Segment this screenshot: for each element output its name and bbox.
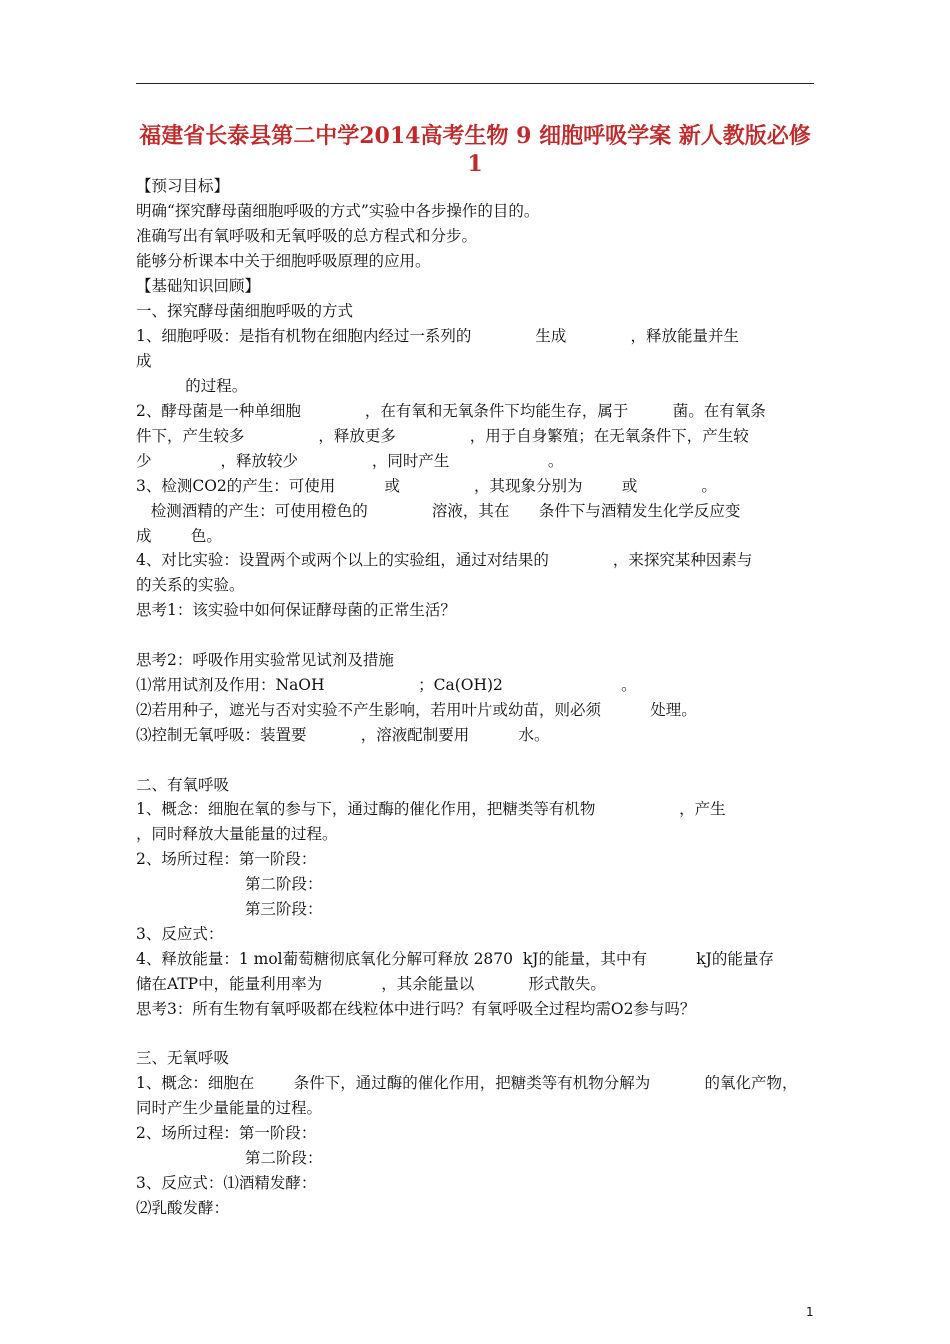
text-line: 明确“探究酵母菌细胞呼吸的方式”实验中各步操作的目的。 bbox=[136, 202, 540, 220]
text-line: 2、场所过程：第一阶段： bbox=[136, 1124, 317, 1142]
text-line: 同时产生少量能量的过程。 bbox=[136, 1099, 323, 1117]
text-line: 4、对比实验：设置两个或两个以上的实验组，通过对结果的 ，来探究某种因素与 bbox=[136, 551, 753, 569]
header-rule bbox=[136, 83, 814, 84]
text-line: 2、场所过程：第一阶段： bbox=[136, 850, 317, 868]
text-line: 少 ，释放较少 ，同时产生 。 bbox=[136, 452, 564, 470]
text-line: 第三阶段： bbox=[245, 900, 323, 918]
text-line: 件下，产生较多 ，释放更多 ，用于自身繁殖；在无氧条件下，产生较 bbox=[136, 427, 749, 445]
text-line: 4、释放能量：1 mol葡萄糖彻底氧化分解可释放 2870 kJ的能量，其中有 kJ的能量存 bbox=[136, 950, 774, 968]
text-line: 3、反应式：⑴酒精发酵： bbox=[136, 1174, 317, 1192]
text-line: ，同时释放大量能量的过程。 bbox=[136, 825, 338, 843]
document-title: 福建省长泰县第二中学2014高考生物 9 细胞呼吸学案 新人教版必修1 bbox=[139, 123, 811, 177]
text-line: 第二阶段： bbox=[245, 875, 323, 893]
text-line: 二、有氧呼吸 bbox=[136, 776, 230, 794]
text-line: 检测酒精的产生：可使用橙色的 溶液，其在 条件下与酒精发生化学反应变 bbox=[136, 502, 741, 520]
text-line: 思考1：该实验中如何保证酵母菌的正常生活？ bbox=[136, 601, 456, 619]
page-number: 1 bbox=[806, 1305, 814, 1319]
text-line: ⑵乳酸发酵： bbox=[136, 1199, 230, 1217]
text-line: 的关系的实验。 bbox=[136, 576, 245, 594]
text-line: 准确写出有氧呼吸和无氧呼吸的总方程式和分步。 bbox=[136, 227, 478, 245]
text-line: 3、检测CO2的产生：可使用 或 ，其现象分别为 或 。 bbox=[136, 477, 717, 495]
text-line: 1、概念：细胞在氧的参与下，通过酶的催化作用，把糖类等有机物 ，产生 bbox=[136, 800, 726, 818]
text-line: 思考2：呼吸作用实验常见试剂及措施 bbox=[136, 651, 394, 669]
text-line: 【基础知识回顾】 bbox=[136, 277, 261, 295]
text-line: 一、探究酵母菌细胞呼吸的方式 bbox=[136, 302, 354, 320]
text-line: 的过程。 bbox=[136, 377, 248, 395]
text-line: 1、概念：细胞在 条件下，通过酶的催化作用，把糖类等有机物分解为 的氧化产物， bbox=[136, 1074, 798, 1092]
text-line: 成 bbox=[136, 352, 152, 370]
text-line: 储在ATP中，能量利用率为 ，其余能量以 形式散失。 bbox=[136, 975, 606, 993]
text-line: ⑴常用试剂及作用：NaOH ；Ca(OH)2 。 bbox=[136, 676, 637, 694]
text-line: 1、细胞呼吸：是指有机物在细胞内经过一系列的 生成 ，释放能量并生 bbox=[136, 327, 739, 345]
text-line: ⑶控制无氧呼吸：装置要 ，溶液配制要用 水。 bbox=[136, 726, 550, 744]
text-line: 第二阶段： bbox=[245, 1149, 323, 1167]
text-line: 能够分析课本中关于细胞呼吸原理的应用。 bbox=[136, 252, 431, 270]
text-line: 三、无氧呼吸 bbox=[136, 1049, 230, 1067]
text-line: ⑵若用种子，遮光与否对实验不产生影响，若用叶片或幼苗，则必须 处理。 bbox=[136, 701, 697, 719]
text-line: 3、反应式： bbox=[136, 925, 224, 943]
text-line: 【预习目标】 bbox=[136, 177, 230, 195]
text-line: 成 色。 bbox=[136, 527, 222, 545]
text-line: 2、酵母菌是一种单细胞 ，在有氧和无氧条件下均能生存，属于 菌。在有氧条 bbox=[136, 402, 766, 420]
text-line: 思考3：所有生物有氧呼吸都在线粒体中进行吗？有氧呼吸全过程均需O2参与吗？ bbox=[136, 1000, 696, 1018]
